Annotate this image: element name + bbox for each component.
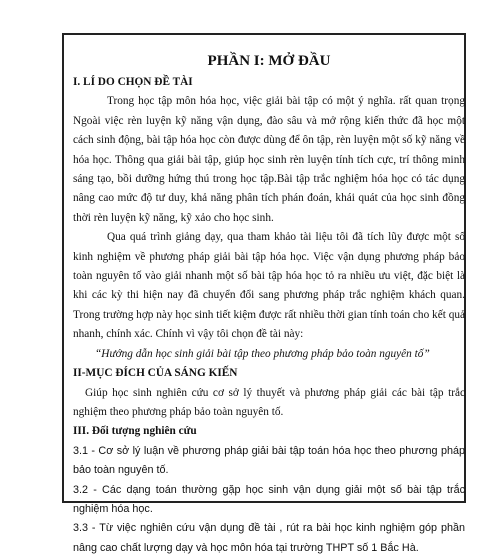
section1-paragraph1: Trong học tập môn hóa học, việc giải bài tập có một ý nghĩa. rất quan trọng Ngoài việc rèn luyện kỹ năng vận dụng, đào sâu và mở rộng kiến thức đã học một cách sinh động, bài tập hóa học còn được dùng để ôn tập, rèn luyện một số kỹ năng về hóa học. Thông qua giải bài tập, giúp học sinh rèn luyện tính tích cực, trí thông minh sáng tạo, bồi dưỡng hứng thú trong học tập.Bài tập trắc nghiệm hóa học có tác dụng nâng cao mức độ tư duy, khả năng phân tích phán đoán, khái quát của học sinh đồng thời rèn luyện kỹ năng, kỹ xảo cho học sinh. [73,95,465,224]
section3-item-2: 3.2 - Các dạng toán thường gặp học sinh vận dụng giải một số bài tập trắc nghiệm hóa học. [73,483,465,515]
section2-paragraph: Giúp học sinh nghiên cứu cơ sở lý thuyết và phương pháp giải các bài tập trắc nghiệm theo phương pháp bảo toàn nguyên tố. [73,386,465,418]
page-title: PHẦN I: MỞ ĐẦU [207,53,331,69]
section3-heading: III. Đối tượng nghiên cứu [73,425,197,438]
section1-heading: I. LÍ DO CHỌN ĐỀ TÀI [73,76,193,88]
section2-heading: II-MỤC ĐÍCH CỦA SÁNG KIẾN [73,367,238,380]
section3-item-3: 3.3 - Từ việc nghiên cứu vận dụng đề tài , rút ra bài học kinh nghiệm góp phần nâng cao chất lượng dạy và học môn hóa tại trường THPT số 1 Bắc Hà. [73,522,465,554]
section3-item-1: 3.1 - Cơ sở lý luận về phương pháp giải bài tập toán hóa học theo phương pháp bảo toàn nguyên tố. [73,444,465,477]
topic-title: “Hướng dẫn học sinh giải bài tập theo phương pháp bảo toàn nguyên tố” [95,347,430,360]
document-body [73,52,465,558]
section1-paragraph2: Qua quá trình giảng dạy, qua tham khảo tài liệu tôi đã tích lũy được một số kinh nghiệm về phương pháp giải bài tập hóa học. Việc vận dụng phương pháp bảo toàn nguyên tố vào giải nhanh một số bài tập hóa học tỏ ra nhiều ưu việt, đặc biệt là khi các kỳ thi hiện nay đã chuyển đổi sang phương pháp trắc nghiệm khách quan. Trong trường hợp này học sinh tiết kiệm được rất nhiều thời gian tính toán cho kết quả nhanh, chính xác. Chính vì vậy tôi chọn đề tài này: [73,231,465,341]
